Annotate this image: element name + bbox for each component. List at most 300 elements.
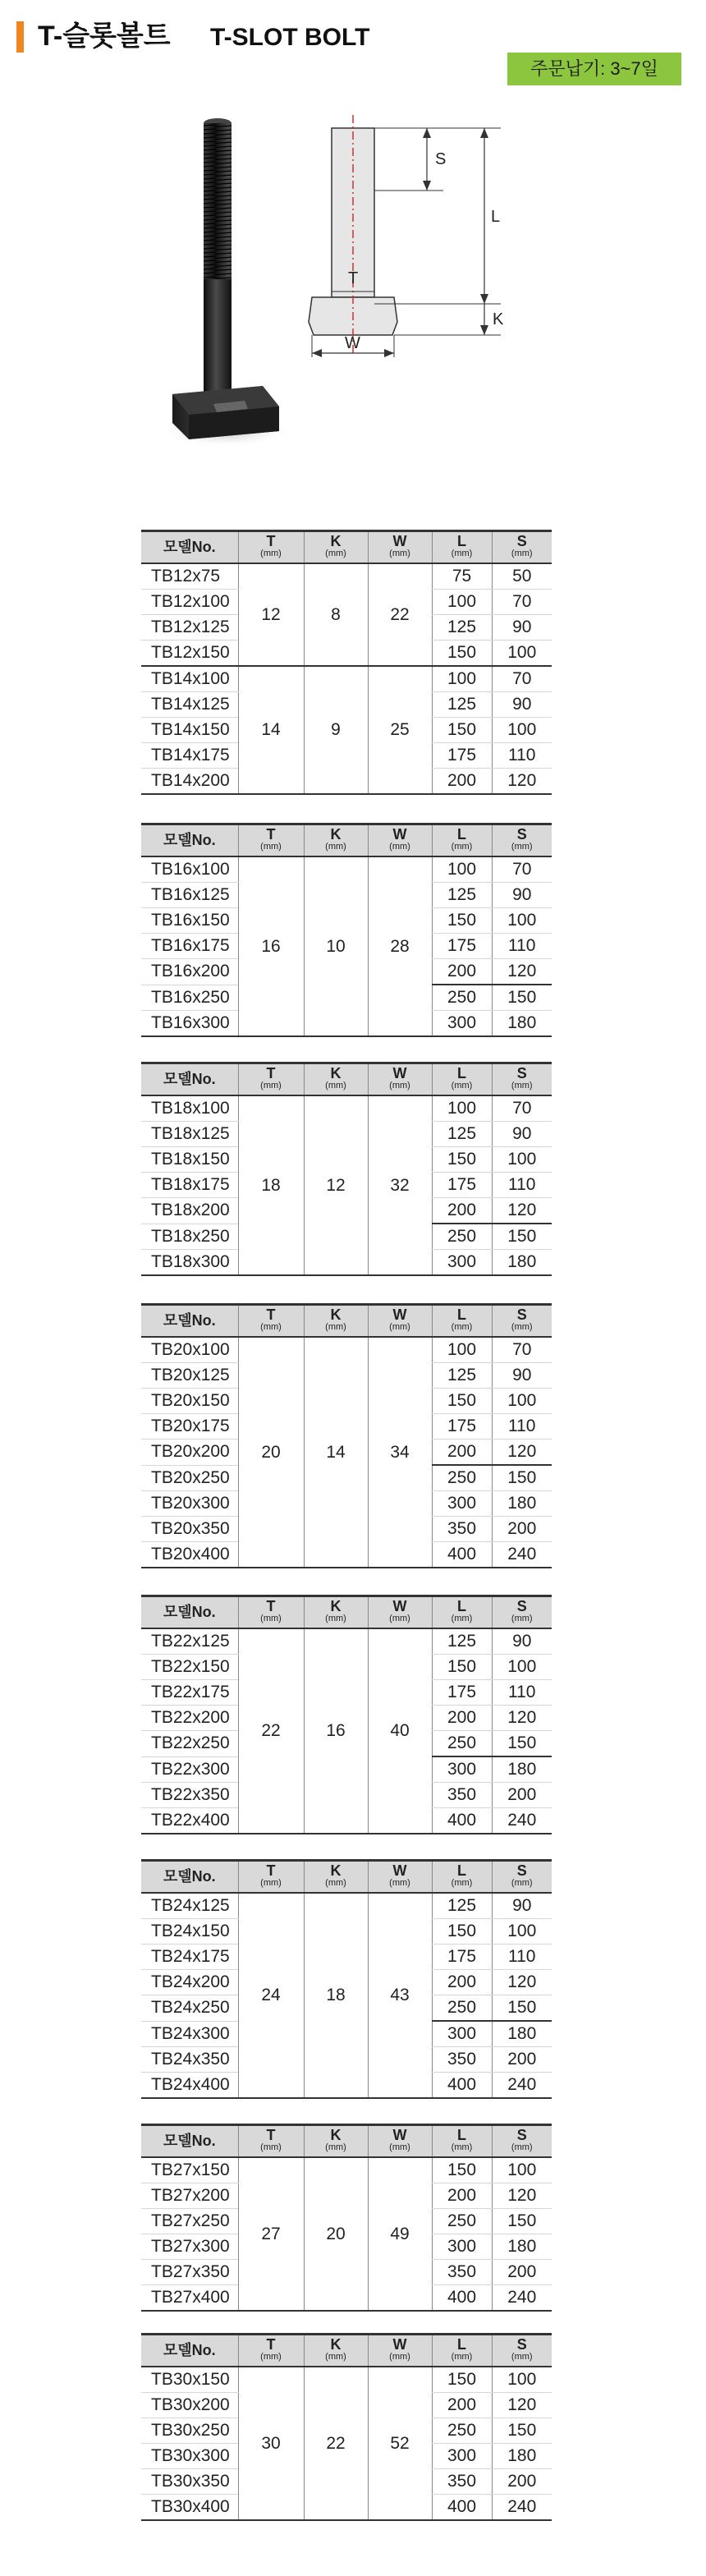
l-cell: 300: [432, 1491, 492, 1517]
w-cell: 28: [368, 856, 432, 1036]
header-w: [368, 2125, 432, 2158]
header-unit: (mm): [325, 1322, 346, 1332]
header-unit: (mm): [389, 1081, 410, 1091]
header-unit: (mm): [389, 2142, 410, 2152]
s-cell: 180: [492, 2021, 552, 2047]
header-w-label: W: [392, 2336, 407, 2353]
header-l: [432, 824, 492, 857]
s-cell: 180: [492, 1756, 552, 1783]
k-cell: 22: [304, 2367, 368, 2520]
model-cell: TB18x200: [141, 1198, 238, 1224]
header-t: [238, 1063, 304, 1096]
header-k-label: K: [330, 1598, 342, 1614]
header-w-label: W: [392, 533, 407, 549]
header-t: [238, 1596, 304, 1629]
l-cell: 200: [432, 1970, 492, 1995]
w-cell: 34: [368, 1337, 432, 1568]
header-w: [368, 2335, 432, 2367]
header-unit: (mm): [260, 1081, 282, 1091]
header-k: [304, 2335, 368, 2367]
l-cell: 200: [432, 769, 492, 795]
header-model: 모델No.: [141, 1063, 238, 1096]
header-unit: (mm): [389, 1614, 410, 1623]
s-cell: 180: [492, 1011, 552, 1037]
table-header-row: [141, 1861, 552, 1894]
model-cell: TB18x100: [141, 1095, 238, 1122]
table-header-row: [141, 531, 552, 564]
model-cell: TB30x300: [141, 2444, 238, 2469]
model-cell: TB22x300: [141, 1756, 238, 1783]
t-cell: 18: [238, 1095, 304, 1275]
s-cell: 150: [492, 1731, 552, 1757]
model-cell: TB30x250: [141, 2418, 238, 2444]
k-cell: 16: [304, 1628, 368, 1834]
s-cell: 120: [492, 2183, 552, 2209]
table-row: [141, 2157, 552, 2183]
header-k-label: K: [330, 826, 342, 843]
header-l-label: L: [457, 533, 466, 549]
s-cell: 50: [492, 563, 552, 590]
s-cell: 90: [492, 1628, 552, 1655]
header-t-label: T: [266, 2127, 276, 2143]
w-cell: 25: [368, 666, 432, 794]
model-cell: TB24x125: [141, 1893, 238, 1919]
t-cell: 14: [238, 666, 304, 794]
k-cell: 9: [304, 666, 368, 794]
header-t: [238, 531, 304, 564]
header-t-label: T: [266, 1598, 276, 1614]
header-k-label: K: [330, 2336, 342, 2353]
header-unit: (mm): [325, 2142, 346, 2152]
l-cell: 400: [432, 2073, 492, 2099]
model-cell: TB14x100: [141, 666, 238, 692]
header-unit: (mm): [511, 2142, 533, 2152]
header-unit: (mm): [325, 1614, 346, 1623]
model-cell: TB20x125: [141, 1363, 238, 1389]
l-cell: 400: [432, 2495, 492, 2521]
l-cell: 200: [432, 2183, 492, 2209]
header-l-label: L: [457, 1598, 466, 1614]
s-cell: 100: [492, 641, 552, 667]
header-w: [368, 1063, 432, 1096]
table-row: [141, 1337, 552, 1363]
header-model: 모델No.: [141, 2335, 238, 2367]
l-cell: 400: [432, 1542, 492, 1568]
model-cell: TB27x250: [141, 2209, 238, 2234]
s-cell: 90: [492, 692, 552, 718]
title-accent-bar: [16, 21, 24, 53]
model-cell: TB20x400: [141, 1542, 238, 1568]
header-model: 모델No.: [141, 1596, 238, 1629]
l-cell: 300: [432, 2234, 492, 2260]
s-cell: 100: [492, 1655, 552, 1680]
dimension-label-s: S: [435, 150, 447, 168]
l-cell: 300: [432, 2444, 492, 2469]
s-cell: 150: [492, 1224, 552, 1250]
l-cell: 200: [432, 2393, 492, 2418]
l-cell: 175: [432, 743, 492, 769]
s-cell: 240: [492, 2495, 552, 2521]
header-model: 모델No.: [141, 531, 238, 564]
header-t-label: T: [266, 826, 276, 843]
dimension-label-t: T: [348, 269, 359, 287]
s-cell: 100: [492, 1147, 552, 1173]
header-l: [432, 1596, 492, 1629]
table-header-row: [141, 2125, 552, 2158]
header-k: [304, 1596, 368, 1629]
k-cell: 18: [304, 1893, 368, 2098]
l-cell: 250: [432, 1465, 492, 1491]
model-cell: TB18x250: [141, 1224, 238, 1250]
l-cell: 200: [432, 1198, 492, 1224]
s-cell: 180: [492, 2444, 552, 2469]
header-unit: (mm): [451, 549, 473, 558]
dimension-label-k: K: [493, 310, 504, 328]
s-cell: 120: [492, 959, 552, 985]
header-unit: (mm): [511, 1322, 533, 1332]
l-cell: 150: [432, 908, 492, 934]
l-cell: 100: [432, 1337, 492, 1363]
spec-table: [141, 823, 552, 1037]
table-row: [141, 1628, 552, 1655]
w-cell: 49: [368, 2157, 432, 2311]
spec-table: [141, 2333, 552, 2521]
header-s: [492, 531, 552, 564]
l-cell: 100: [432, 856, 492, 883]
s-cell: 100: [492, 2367, 552, 2393]
header-unit: (mm): [260, 842, 282, 852]
k-cell: 10: [304, 856, 368, 1036]
s-cell: 200: [492, 2047, 552, 2073]
model-cell: TB18x175: [141, 1173, 238, 1198]
l-cell: 250: [432, 2418, 492, 2444]
header-t-label: T: [266, 1862, 276, 1879]
model-cell: TB30x200: [141, 2393, 238, 2418]
header-s-label: S: [516, 826, 527, 843]
model-cell: TB12x100: [141, 590, 238, 615]
s-cell: 110: [492, 1680, 552, 1706]
header-unit: (mm): [511, 1614, 533, 1623]
header-k: [304, 1861, 368, 1894]
header-unit: (mm): [389, 1878, 410, 1888]
l-cell: 350: [432, 1783, 492, 1808]
model-cell: TB14x150: [141, 718, 238, 743]
model-cell: TB27x350: [141, 2260, 238, 2285]
spec-table: [141, 1859, 552, 2099]
model-cell: TB18x125: [141, 1122, 238, 1147]
model-cell: TB24x175: [141, 1945, 238, 1970]
header-unit: (mm): [451, 1614, 473, 1623]
l-cell: 300: [432, 1250, 492, 1276]
header-model: 모델No.: [141, 824, 238, 857]
model-cell: TB30x400: [141, 2495, 238, 2521]
header-unit: (mm): [325, 1878, 346, 1888]
model-cell: TB22x350: [141, 1783, 238, 1808]
bolt-photo: [156, 107, 296, 452]
s-cell: 100: [492, 718, 552, 743]
header-unit: (mm): [511, 1081, 533, 1091]
l-cell: 175: [432, 1945, 492, 1970]
s-cell: 240: [492, 2073, 552, 2099]
l-cell: 150: [432, 1919, 492, 1945]
header-t: [238, 2335, 304, 2367]
s-cell: 70: [492, 1095, 552, 1122]
table-header-row: [141, 1305, 552, 1338]
table-row: [141, 666, 552, 692]
model-cell: TB12x125: [141, 615, 238, 641]
model-cell: TB12x150: [141, 641, 238, 667]
header-w-label: W: [392, 1862, 407, 1879]
bolt-dimension-drawing: [296, 107, 558, 517]
spec-table: [141, 2124, 552, 2312]
model-cell: TB20x175: [141, 1414, 238, 1440]
s-cell: 120: [492, 1198, 552, 1224]
header-s: [492, 824, 552, 857]
header-t-label: T: [266, 2336, 276, 2353]
model-cell: TB12x75: [141, 563, 238, 590]
header-l-label: L: [457, 1065, 466, 1081]
spec-table: [141, 1303, 552, 1568]
l-cell: 175: [432, 1414, 492, 1440]
header-w-label: W: [392, 2127, 407, 2143]
header-l: [432, 1861, 492, 1894]
w-cell: 43: [368, 1893, 432, 2098]
l-cell: 350: [432, 2469, 492, 2495]
model-cell: TB14x175: [141, 743, 238, 769]
l-cell: 200: [432, 959, 492, 985]
l-cell: 400: [432, 2285, 492, 2312]
header-w: [368, 1861, 432, 1894]
model-cell: TB14x200: [141, 769, 238, 795]
model-cell: TB30x150: [141, 2367, 238, 2393]
s-cell: 200: [492, 2469, 552, 2495]
l-cell: 150: [432, 2367, 492, 2393]
s-cell: 110: [492, 1173, 552, 1198]
header-l-label: L: [457, 2336, 466, 2353]
s-cell: 120: [492, 769, 552, 795]
header-l-label: L: [457, 2127, 466, 2143]
s-cell: 180: [492, 1491, 552, 1517]
model-cell: TB16x300: [141, 1011, 238, 1037]
s-cell: 110: [492, 934, 552, 959]
model-cell: TB22x250: [141, 1731, 238, 1757]
t-cell: 27: [238, 2157, 304, 2311]
header-unit: (mm): [389, 842, 410, 852]
s-cell: 90: [492, 615, 552, 641]
header-w-label: W: [392, 826, 407, 843]
s-cell: 90: [492, 1122, 552, 1147]
spec-table: [141, 530, 552, 795]
l-cell: 200: [432, 1440, 492, 1466]
l-cell: 350: [432, 2260, 492, 2285]
s-cell: 200: [492, 1783, 552, 1808]
t-cell: 24: [238, 1893, 304, 2098]
header-s-label: S: [516, 1306, 527, 1323]
w-cell: 32: [368, 1095, 432, 1275]
header-unit: (mm): [451, 2352, 473, 2362]
l-cell: 250: [432, 985, 492, 1011]
model-cell: TB22x175: [141, 1680, 238, 1706]
s-cell: 180: [492, 2234, 552, 2260]
l-cell: 300: [432, 2021, 492, 2047]
s-cell: 150: [492, 2209, 552, 2234]
header-s-label: S: [516, 1065, 527, 1081]
l-cell: 300: [432, 1011, 492, 1037]
header-t: [238, 824, 304, 857]
page-title-korean: T-슬롯볼트: [38, 21, 171, 52]
header-unit: (mm): [511, 2352, 533, 2362]
s-cell: 70: [492, 666, 552, 692]
l-cell: 300: [432, 1756, 492, 1783]
header-model: 모델No.: [141, 1305, 238, 1338]
model-cell: TB16x150: [141, 908, 238, 934]
header-unit: (mm): [389, 549, 410, 558]
model-cell: TB24x200: [141, 1970, 238, 1995]
header-k: [304, 2125, 368, 2158]
model-cell: TB20x250: [141, 1465, 238, 1491]
header-w: [368, 531, 432, 564]
header-k-label: K: [330, 1306, 342, 1323]
header-unit: (mm): [451, 2142, 473, 2152]
s-cell: 120: [492, 1440, 552, 1466]
model-cell: TB24x300: [141, 2021, 238, 2047]
l-cell: 350: [432, 1517, 492, 1542]
w-cell: 52: [368, 2367, 432, 2520]
header-k: [304, 1305, 368, 1338]
l-cell: 150: [432, 1147, 492, 1173]
l-cell: 250: [432, 1731, 492, 1757]
page-title-english: T-SLOT BOLT: [210, 24, 370, 51]
l-cell: 75: [432, 563, 492, 590]
k-cell: 12: [304, 1095, 368, 1275]
s-cell: 110: [492, 1414, 552, 1440]
model-cell: TB27x150: [141, 2157, 238, 2183]
header-k: [304, 824, 368, 857]
model-cell: TB16x100: [141, 856, 238, 883]
l-cell: 250: [432, 2209, 492, 2234]
header-k-label: K: [330, 2127, 342, 2143]
header-t-label: T: [266, 533, 276, 549]
l-cell: 125: [432, 692, 492, 718]
header-unit: (mm): [511, 549, 533, 558]
header-w-label: W: [392, 1306, 407, 1323]
t-cell: 30: [238, 2367, 304, 2520]
table-row: [141, 563, 552, 590]
s-cell: 70: [492, 1337, 552, 1363]
header-s: [492, 2125, 552, 2158]
table-header-row: [141, 1596, 552, 1629]
header-s: [492, 1305, 552, 1338]
header-unit: (mm): [389, 2352, 410, 2362]
header-unit: (mm): [451, 1322, 473, 1332]
w-cell: 40: [368, 1628, 432, 1834]
model-cell: TB16x125: [141, 883, 238, 908]
dimension-label-w: W: [345, 334, 360, 352]
header-w: [368, 824, 432, 857]
l-cell: 125: [432, 615, 492, 641]
header-unit: (mm): [260, 2142, 282, 2152]
model-cell: TB22x400: [141, 1808, 238, 1834]
header-l: [432, 531, 492, 564]
header-s: [492, 1596, 552, 1629]
model-cell: TB24x400: [141, 2073, 238, 2099]
k-cell: 20: [304, 2157, 368, 2311]
header-t: [238, 2125, 304, 2158]
header-unit: (mm): [260, 1322, 282, 1332]
header-unit: (mm): [451, 1081, 473, 1091]
s-cell: 180: [492, 1250, 552, 1276]
s-cell: 240: [492, 1542, 552, 1568]
s-cell: 150: [492, 2418, 552, 2444]
l-cell: 175: [432, 934, 492, 959]
header-unit: (mm): [260, 1614, 282, 1623]
l-cell: 125: [432, 1122, 492, 1147]
model-cell: TB27x300: [141, 2234, 238, 2260]
model-cell: TB27x200: [141, 2183, 238, 2209]
model-cell: TB20x300: [141, 1491, 238, 1517]
w-cell: 22: [368, 563, 432, 666]
s-cell: 100: [492, 1389, 552, 1414]
header-w-label: W: [392, 1598, 407, 1614]
header-k-label: K: [330, 1065, 342, 1081]
table-header-row: [141, 824, 552, 857]
s-cell: 90: [492, 883, 552, 908]
l-cell: 200: [432, 1706, 492, 1731]
header-s: [492, 1861, 552, 1894]
header-w: [368, 1305, 432, 1338]
s-cell: 200: [492, 2260, 552, 2285]
header-model: 모델No.: [141, 1861, 238, 1894]
model-cell: TB22x200: [141, 1706, 238, 1731]
header-unit: (mm): [325, 842, 346, 852]
header-unit: (mm): [511, 1878, 533, 1888]
model-cell: TB22x125: [141, 1628, 238, 1655]
model-cell: TB20x150: [141, 1389, 238, 1414]
model-cell: TB16x200: [141, 959, 238, 985]
model-cell: TB27x400: [141, 2285, 238, 2312]
l-cell: 250: [432, 1224, 492, 1250]
l-cell: 100: [432, 1095, 492, 1122]
header-w-label: W: [392, 1065, 407, 1081]
header-unit: (mm): [260, 2352, 282, 2362]
header-k-label: K: [330, 1862, 342, 1879]
header-k-label: K: [330, 533, 342, 549]
header-s-label: S: [516, 1598, 527, 1614]
header-model: 모델No.: [141, 2125, 238, 2158]
l-cell: 125: [432, 1893, 492, 1919]
model-cell: TB20x350: [141, 1517, 238, 1542]
model-cell: TB30x350: [141, 2469, 238, 2495]
s-cell: 100: [492, 2157, 552, 2183]
header-unit: (mm): [325, 2352, 346, 2362]
header-unit: (mm): [260, 1878, 282, 1888]
lead-time-badge: 주문납기: 3~7일: [507, 53, 681, 85]
table-row: [141, 856, 552, 883]
header-t: [238, 1861, 304, 1894]
s-cell: 70: [492, 590, 552, 615]
header-l: [432, 2335, 492, 2367]
l-cell: 125: [432, 883, 492, 908]
l-cell: 400: [432, 1808, 492, 1834]
s-cell: 110: [492, 1945, 552, 1970]
s-cell: 110: [492, 743, 552, 769]
l-cell: 100: [432, 590, 492, 615]
header-unit: (mm): [511, 842, 533, 852]
s-cell: 120: [492, 1706, 552, 1731]
header-unit: (mm): [325, 1081, 346, 1091]
header-t-label: T: [266, 1065, 276, 1081]
dimension-label-l: L: [491, 208, 501, 226]
